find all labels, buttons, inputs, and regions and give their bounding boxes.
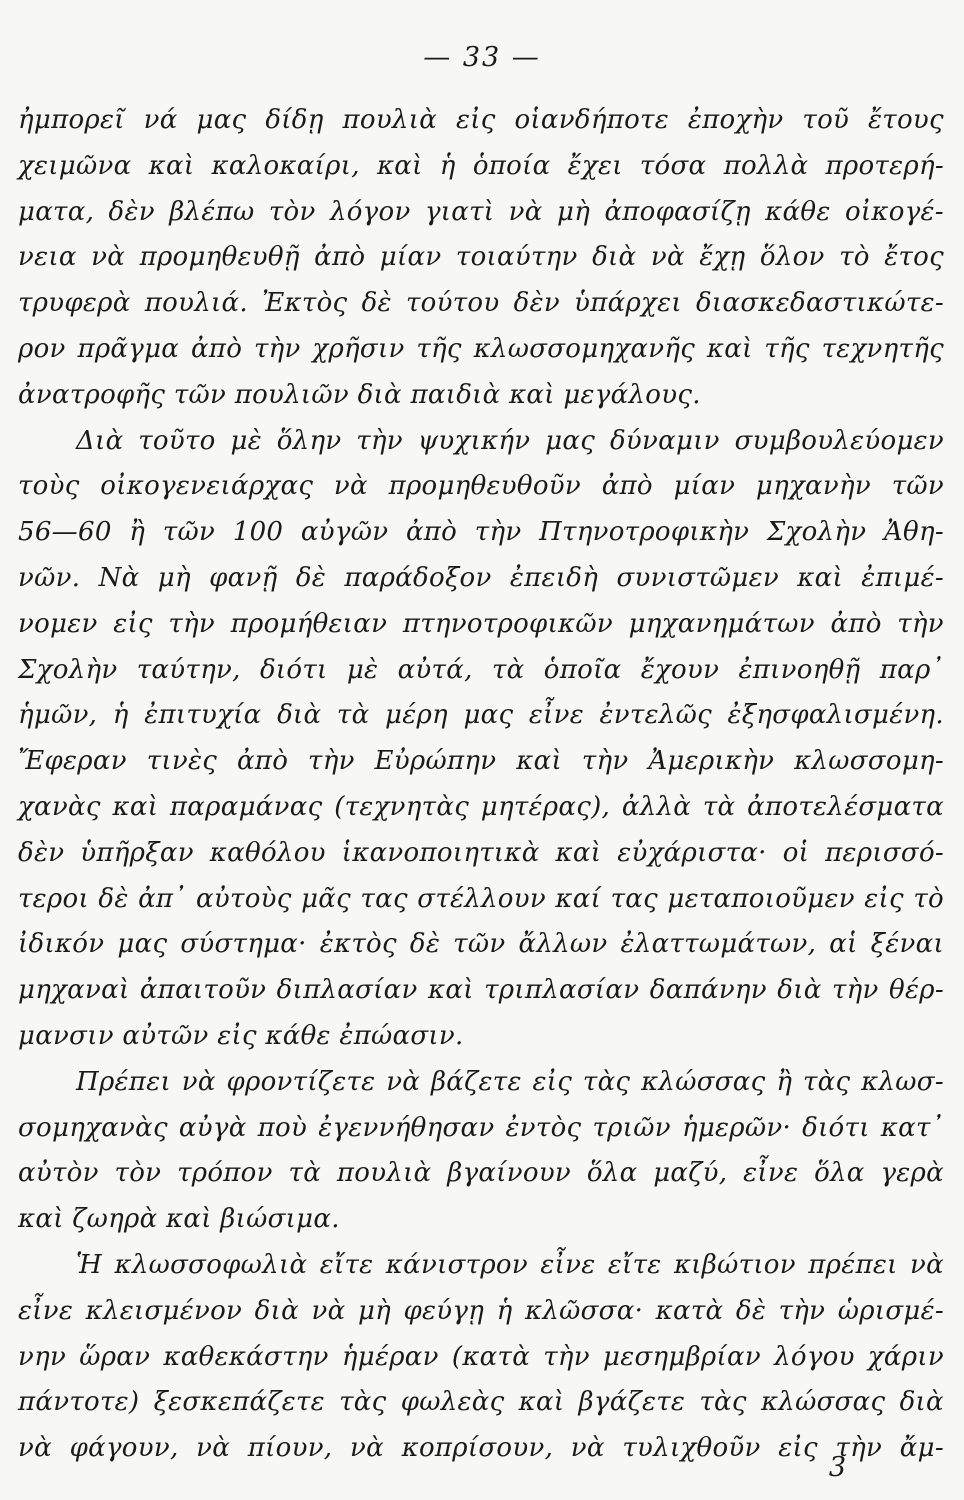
word: τὴν: [474, 517, 522, 548]
word: τοῦτο: [138, 425, 216, 456]
word: πολλὰ: [723, 150, 809, 181]
word: παρ᾽: [879, 654, 944, 685]
word: ἀπ᾽: [138, 883, 187, 914]
word: εἶνε: [540, 1249, 596, 1280]
word: βάζετε: [430, 1066, 522, 1097]
word: μας: [545, 425, 596, 456]
word: διασκεδαστικώτε-: [696, 288, 944, 319]
word: καὶ: [148, 150, 195, 181]
word: ὡρισμέ-: [837, 1295, 944, 1326]
word: ἐξησφαλισμένη.: [727, 700, 944, 731]
text-line: καὶ ζωηρὰ καὶ βιώσιμα.: [18, 1204, 340, 1235]
word: εἰς: [455, 105, 496, 135]
text-line: [18, 98, 944, 144]
word: προμηθευθῇ: [139, 242, 300, 273]
word: Εὐρώπην: [374, 746, 497, 777]
word: κοπρίσουν,: [401, 1433, 554, 1464]
word: αὐγὰ: [178, 1112, 247, 1143]
word: νεια: [18, 242, 77, 273]
word: (κατὰ: [451, 1341, 531, 1372]
word: ἐλαττωμάτων,: [620, 929, 817, 960]
word: μεταποιοῦμεν: [667, 883, 855, 914]
word: ρον: [18, 333, 66, 364]
word: περισσό-: [825, 837, 944, 868]
word: διὰ: [254, 1295, 299, 1326]
word: πουλιὰ: [342, 105, 438, 135]
text-line: [18, 831, 944, 877]
word: μέρη: [385, 700, 448, 731]
word: ξεσκεπάζετε: [153, 1387, 325, 1418]
word: τὰ: [491, 654, 525, 685]
word: μας: [196, 105, 247, 135]
word: νὰ: [181, 1066, 216, 1097]
word: τῶν: [891, 471, 944, 502]
word: τὰ: [702, 791, 736, 822]
body-text: [18, 98, 944, 1472]
word: Σχολὴν: [766, 517, 867, 548]
word: ἔτους: [868, 105, 944, 135]
word: εὐχάριστα·: [617, 837, 767, 868]
text-line: [18, 1243, 944, 1289]
word: τρόπον: [177, 1158, 273, 1189]
word: διὰ: [277, 700, 322, 731]
word: ὅλα: [586, 1158, 638, 1189]
word: βγάζετε: [578, 1387, 686, 1418]
word: αὐτά,: [397, 654, 473, 685]
word: μηχαναὶ: [18, 975, 130, 1006]
word: βγαίνουν: [447, 1158, 572, 1189]
word: μίαν: [379, 242, 442, 273]
word: εἴτε: [319, 1249, 374, 1280]
word: ἄλλων: [518, 929, 608, 960]
word: ὑπῆρξαν: [80, 837, 194, 868]
word: τὰς: [802, 1066, 851, 1097]
word: ἄμ-: [899, 1433, 944, 1464]
word: μὴ: [557, 196, 591, 227]
text-line: ἀνατροφῆς τῶν πουλιῶν διὰ παιδιὰ καὶ μεγάλους.: [18, 379, 701, 410]
word: διπλασίαν: [276, 975, 418, 1006]
word: νην: [18, 1341, 67, 1372]
word: δὲ: [295, 562, 327, 593]
text-line: [18, 1335, 944, 1381]
word: Ἡ: [76, 1249, 103, 1280]
word: σομηχανὰς: [18, 1112, 168, 1143]
word: εἰς: [778, 1433, 818, 1464]
word: κλωσσομη-: [794, 746, 944, 777]
word: ἐκτὸς: [319, 929, 397, 960]
text-line: [18, 235, 944, 281]
word: τοιαύτην: [455, 242, 578, 273]
word: τῆς: [764, 333, 810, 364]
word: λόγον: [329, 196, 411, 227]
word: ἡ: [496, 1295, 513, 1326]
word: νῶν.: [18, 562, 81, 593]
word: τριπλασίαν: [484, 975, 640, 1006]
word: ἐπιτυχία: [144, 700, 262, 731]
word: δὲ: [361, 288, 392, 319]
word: αὐτὸν: [18, 1158, 99, 1189]
word: αὐτοὺς: [196, 883, 292, 914]
word: τὴν: [356, 425, 403, 456]
page-number: — 33 —: [423, 42, 541, 73]
word: εἰς: [113, 608, 153, 639]
word: φωλεὰς: [400, 1387, 505, 1418]
word: ἀπαιτοῦν: [139, 975, 267, 1006]
signature-mark: 3: [828, 1452, 846, 1483]
word: μητέρας),: [480, 791, 611, 822]
word: τοῦ: [802, 105, 850, 135]
word: νὰ: [508, 196, 543, 227]
word: τὴν: [581, 746, 629, 777]
word: ἔχει: [567, 150, 623, 181]
word: τὴν: [253, 333, 301, 364]
word: νὰ: [386, 1066, 421, 1097]
word: καὶ: [428, 975, 474, 1006]
word: Ἔφεραν: [18, 746, 127, 777]
text-line: [18, 1106, 944, 1152]
word: τὴν: [897, 608, 944, 639]
word: Διὰ: [76, 425, 124, 456]
word: χάριν: [867, 1341, 944, 1372]
word: κλώσσας: [760, 1387, 886, 1418]
text-line: [18, 1289, 944, 1335]
word: 56—60: [18, 517, 112, 548]
word: οἱανδήποτε: [514, 105, 669, 135]
word: φροντίζετε: [226, 1066, 376, 1097]
word: Ἀθη-: [883, 517, 944, 548]
word: τρυφερὰ: [18, 288, 131, 319]
word: καὶ: [112, 791, 159, 822]
word: μας: [463, 700, 514, 731]
word: τὴν: [543, 1341, 590, 1372]
word: ἀπὸ: [314, 242, 366, 273]
text-line: [18, 1426, 944, 1472]
word: τὴν: [168, 608, 216, 639]
word: κλώσσας: [641, 1066, 766, 1097]
word: τῆς: [416, 333, 462, 364]
word: παράδοξον: [344, 562, 492, 593]
text-line: [18, 1380, 944, 1426]
text-line: [18, 144, 944, 190]
word: καὶ: [555, 837, 602, 868]
word: κλωσσομηχανῆς: [473, 333, 696, 364]
word: νὰ: [910, 1249, 944, 1280]
word: νὰ: [333, 471, 368, 502]
word: τὰς: [582, 1066, 631, 1097]
word: φεύγῃ: [403, 1295, 485, 1326]
word: εἰς: [532, 1066, 573, 1097]
word: ὅλην: [276, 425, 342, 456]
word: κλωσ-: [861, 1066, 944, 1097]
text-line: [18, 190, 944, 236]
word: σύστημα·: [180, 929, 307, 960]
word: ἡμέραν: [341, 1341, 439, 1372]
word: πουλιὰ: [336, 1158, 432, 1189]
word: ἀποτελέσματα: [747, 791, 944, 822]
word: οἰκογενειάρχας: [100, 471, 314, 502]
word: τὸ: [839, 242, 870, 273]
word: Σχολὴν: [18, 654, 118, 685]
word: κλῶσσα·: [525, 1295, 644, 1326]
word: δαπάνην: [649, 975, 767, 1006]
word: ματα,: [18, 196, 95, 227]
word: τριῶν: [592, 1112, 671, 1143]
word: παραμάνας: [169, 791, 323, 822]
word: καὶ: [518, 1387, 565, 1418]
word: ψυχικήν: [417, 425, 531, 456]
word: εἶνε: [18, 1295, 74, 1326]
text-line: [18, 968, 944, 1014]
word: Πτηνοτροφικὴν: [539, 517, 750, 548]
word: διὰ: [899, 1387, 944, 1418]
word: προτερή-: [825, 150, 944, 181]
text-line: [18, 327, 944, 373]
word: τὰς: [699, 1387, 747, 1418]
text-line: [18, 785, 944, 831]
word: μὴ: [157, 562, 191, 593]
word: πάντοτε): [18, 1387, 140, 1418]
word: πρέπει: [808, 1249, 898, 1280]
word: τῶν: [162, 517, 216, 548]
word: καθεκάστην: [163, 1341, 329, 1372]
word: ἡμερῶν·: [681, 1112, 792, 1143]
word: λόγου: [774, 1341, 855, 1372]
word: ὑπάρχει: [574, 288, 682, 319]
word: τεροι: [18, 883, 89, 914]
word: ἠμπορεῖ: [18, 105, 125, 135]
word: εἴτε: [607, 1249, 662, 1280]
word: ἱκανοποιητικὰ: [341, 837, 540, 868]
word: ἀπὸ: [190, 333, 243, 364]
word: ὁποῖα: [543, 654, 622, 685]
text-line: μανσιν αὐτῶν εἰς κάθε ἐπώασιν.: [18, 1020, 464, 1051]
word: μὲ: [230, 425, 262, 456]
word: μαζύ,: [653, 1158, 728, 1189]
word: ὥραν: [79, 1341, 151, 1372]
text-line: [18, 602, 944, 648]
word: μας: [117, 929, 168, 960]
text-line: [18, 648, 944, 694]
word: τὰς: [339, 1387, 387, 1418]
word: θέρ-: [889, 975, 944, 1006]
word: καθόλου: [209, 837, 326, 868]
word: καὶ: [706, 333, 753, 364]
word: ἐντελῶς: [599, 700, 712, 731]
word: γερὰ: [880, 1158, 944, 1189]
word: στέλλουν: [417, 883, 546, 914]
text-line: [18, 739, 944, 785]
word: ἐντὸς: [505, 1112, 582, 1143]
word: ἔτος: [884, 242, 944, 273]
word: βλέπω: [169, 196, 255, 227]
word: τὴν: [778, 1295, 826, 1326]
word: δὲν: [18, 837, 65, 868]
word: νὰ: [570, 1433, 605, 1464]
word: ἢ: [776, 1066, 793, 1097]
text-line: [18, 877, 944, 923]
word: τόσα: [639, 150, 707, 181]
word: τινὲς: [146, 746, 218, 777]
word: εἰς: [864, 883, 904, 914]
word: τὴν: [831, 975, 879, 1006]
word: τοὺς: [18, 471, 80, 502]
word: τὰ: [336, 700, 370, 731]
word: μηχανημάτων: [628, 608, 815, 639]
word: νὰ: [650, 242, 685, 273]
word: δὲ: [98, 883, 129, 914]
word: νομεν: [18, 608, 98, 639]
word: διότι: [259, 654, 328, 685]
word: φανῇ: [209, 562, 278, 593]
word: νὰ: [18, 1433, 52, 1464]
word: πίουν,: [247, 1433, 333, 1464]
word: ἢ: [129, 517, 146, 548]
word: τυλιχθοῦν: [622, 1433, 761, 1464]
word: ὁποία: [472, 150, 551, 181]
word: δύναμιν: [609, 425, 720, 456]
word: μεσημβρίαν: [603, 1341, 761, 1372]
word: κάθε: [765, 196, 831, 227]
word: τὸ: [913, 883, 944, 914]
word: (τεχνητὰς: [334, 791, 470, 822]
word: μίαν: [673, 471, 736, 502]
word: τεχνητῆς: [821, 333, 944, 364]
word: νὰ: [196, 1433, 231, 1464]
word: Ἐκτὸς: [262, 288, 348, 319]
word: χειμῶνα: [18, 150, 132, 181]
word: εἶνε: [528, 700, 585, 731]
word: τὰ: [288, 1158, 322, 1189]
word: τὴν: [308, 746, 355, 777]
word: κάνιστρον: [385, 1249, 528, 1280]
word: εἶνε: [743, 1158, 799, 1189]
word: κατὰ: [655, 1295, 724, 1326]
word: μὴ: [357, 1295, 392, 1326]
text-line: [18, 1151, 944, 1197]
word: ἀπὸ: [830, 608, 882, 639]
word: ἡ: [439, 150, 456, 181]
word: δὲ: [735, 1295, 767, 1326]
word: δὲ: [409, 929, 441, 960]
text-line: [18, 464, 944, 510]
word: ἔχῃ: [699, 242, 746, 273]
word: φάγουν,: [69, 1433, 179, 1464]
text-line: [18, 556, 944, 602]
word: αἱ: [829, 929, 858, 960]
text-line: [18, 419, 944, 465]
word: γιατὶ: [424, 196, 495, 227]
word: πρᾶγμα: [77, 333, 180, 364]
word: πουλιά.: [144, 288, 248, 319]
word: ἐπειδὴ: [509, 562, 599, 593]
text-line: [18, 510, 944, 556]
word: Νὰ: [98, 562, 140, 593]
word: κλεισμένον: [85, 1295, 243, 1326]
word: ὅλα: [814, 1158, 865, 1189]
word: μᾶς: [301, 883, 351, 914]
word: οἱ: [782, 837, 810, 868]
word: ἐπιμέ-: [861, 562, 944, 593]
text-line: [18, 1060, 944, 1106]
word: τούτου: [405, 288, 500, 319]
word: καὶ: [797, 562, 843, 593]
word: κατ᾽: [880, 1112, 944, 1143]
word: διὰ: [777, 975, 822, 1006]
word: τὸν: [268, 196, 316, 227]
word: συνιστῶμεν: [616, 562, 779, 593]
word: ἀπὸ: [405, 517, 458, 548]
word: ἡμῶν,: [18, 700, 98, 731]
word: δὲν: [513, 288, 560, 319]
word: ἡ: [112, 700, 129, 731]
word: προμηθευθοῦν: [388, 471, 581, 502]
word: τὸν: [114, 1158, 162, 1189]
word: νὰ: [311, 1295, 346, 1326]
word: νὰ: [350, 1433, 384, 1464]
word: ἀπὸ: [601, 471, 653, 502]
word: ἐγεννήθησαν: [318, 1112, 495, 1143]
word: ξέναι: [870, 929, 944, 960]
word: ταύτην,: [136, 654, 241, 685]
word: καὶ: [376, 150, 423, 181]
word: καὶ: [516, 746, 562, 777]
word: τας: [360, 883, 408, 914]
word: καλοκαίρι,: [211, 150, 360, 181]
word: Ἀμερικὴν: [648, 746, 775, 777]
word: δὲν: [108, 196, 155, 227]
word: κλωσσοφωλιὰ: [114, 1249, 308, 1280]
text-line: [18, 922, 944, 968]
word: τῶν: [453, 929, 506, 960]
text-line: [18, 693, 944, 739]
word: ἐπινοηθῇ: [738, 654, 861, 685]
word: πτηνοτροφικῶν: [402, 608, 614, 639]
word: ἰδικόν: [18, 929, 105, 960]
word: συμβουλεύομεν: [734, 425, 944, 456]
word: ὅλον: [759, 242, 825, 273]
word: μηχανὴν: [755, 471, 871, 502]
word: μὲ: [346, 654, 379, 685]
word: αὐγῶν: [300, 517, 389, 548]
word: τας: [610, 883, 658, 914]
word: νά: [143, 105, 178, 135]
word: τὴν: [835, 1433, 883, 1464]
word: ποὺ: [257, 1112, 308, 1143]
word: διὰ: [592, 242, 637, 273]
word: δίδῃ: [265, 105, 324, 135]
word: προμήθειαν: [230, 608, 388, 639]
word: ἀλλὰ: [621, 791, 692, 822]
word: ἐποχὴν: [687, 105, 784, 135]
word: κιβώτιον: [673, 1249, 796, 1280]
word: καί: [555, 883, 602, 914]
word: χρῆσιν: [312, 333, 405, 364]
text-line: [18, 281, 944, 327]
word: Πρέπει: [76, 1066, 171, 1097]
word: ἀποφασίζῃ: [604, 196, 751, 227]
word: χανὰς: [18, 791, 101, 822]
word: νὰ: [91, 242, 126, 273]
word: ἀπὸ: [236, 746, 289, 777]
word: διότι: [802, 1112, 870, 1143]
word: ἔχουν: [640, 654, 720, 685]
word: 100: [232, 517, 284, 548]
word: οἰκογέ-: [844, 196, 944, 227]
